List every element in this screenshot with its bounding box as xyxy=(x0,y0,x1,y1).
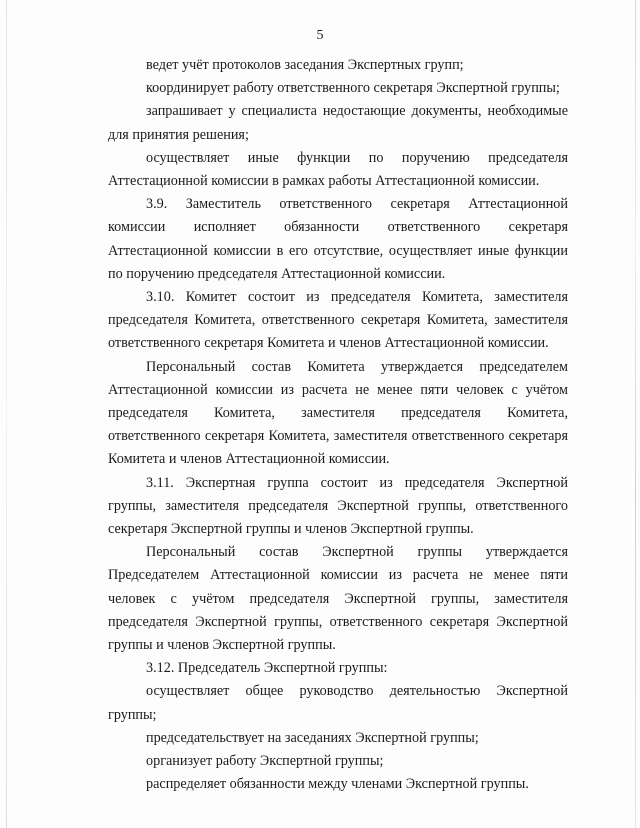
paragraph-9: Персональный состав Экспертной группы утверждается Председателем Аттестационной комиссии из расчета не менее пяти человек с учётом председателя Экспертной группы, заместителя председателя Экспертной группы, ответственного секретаря Экспертной группы и членов Экспертной группы. xyxy=(108,544,568,654)
paragraph-7: Персональный состав Комитета утверждается председателем Аттестационной комиссии из расчета не менее пяти человек с учётом председателя Комитета, заместителя председателя Комитета, ответственного секретаря Комитета, заместителя ответственного секретаря Комитета и членов Аттестационной комиссии. xyxy=(108,358,568,468)
page-number: 5 xyxy=(316,28,324,43)
paragraph-4: осуществляет иные функции по поручению председателя Аттестационной комиссии в рамках работы Аттестационной комиссии. xyxy=(108,149,568,190)
paragraph-12: председательствует на заседаниях Экспертной группы; xyxy=(146,729,479,746)
scan-edge-right xyxy=(635,0,636,828)
paragraph-14: распределяет обязанности между членами Экспертной группы. xyxy=(146,776,529,793)
paragraph-6: 3.10. Комитет состоит из председателя Комитета, заместителя председателя Комитета, ответственного секретаря Комитета, заместителя ответственного секретаря Комитета и членов Аттестационной комиссии. xyxy=(108,289,568,352)
paragraph-8: 3.11. Экспертная группа состоит из председателя Экспертной группы, заместителя председателя Экспертной группы, ответственного секретаря Экспертной группы и членов Экспертной группы. xyxy=(108,474,568,538)
paragraph-11: осуществляет общее руководство деятельностью Экспертной группы; xyxy=(108,683,568,723)
paragraph-10: 3.12. Председатель Экспертной группы: xyxy=(146,660,388,677)
paragraph-3: запрашивает у специалиста недостающие документы, необходимые для принятия решения; xyxy=(108,103,568,143)
scan-edge-left xyxy=(6,0,7,828)
paragraph-13: организует работу Экспертной группы; xyxy=(146,753,384,770)
paragraph-2: координирует работу ответственного секретаря Экспертной группы; xyxy=(146,80,560,97)
paragraph-1: ведет учёт протоколов заседания Экспертных групп; xyxy=(146,57,464,73)
paragraph-5: 3.9. Заместитель ответственного секретаря Аттестационной комиссии исполняет обязанности ответственного секретаря Аттестационной комиссии в его отсутствие, осуществляет иные функции по поручению председателя Аттестационной комиссии. xyxy=(108,196,568,282)
document-body xyxy=(108,54,568,797)
